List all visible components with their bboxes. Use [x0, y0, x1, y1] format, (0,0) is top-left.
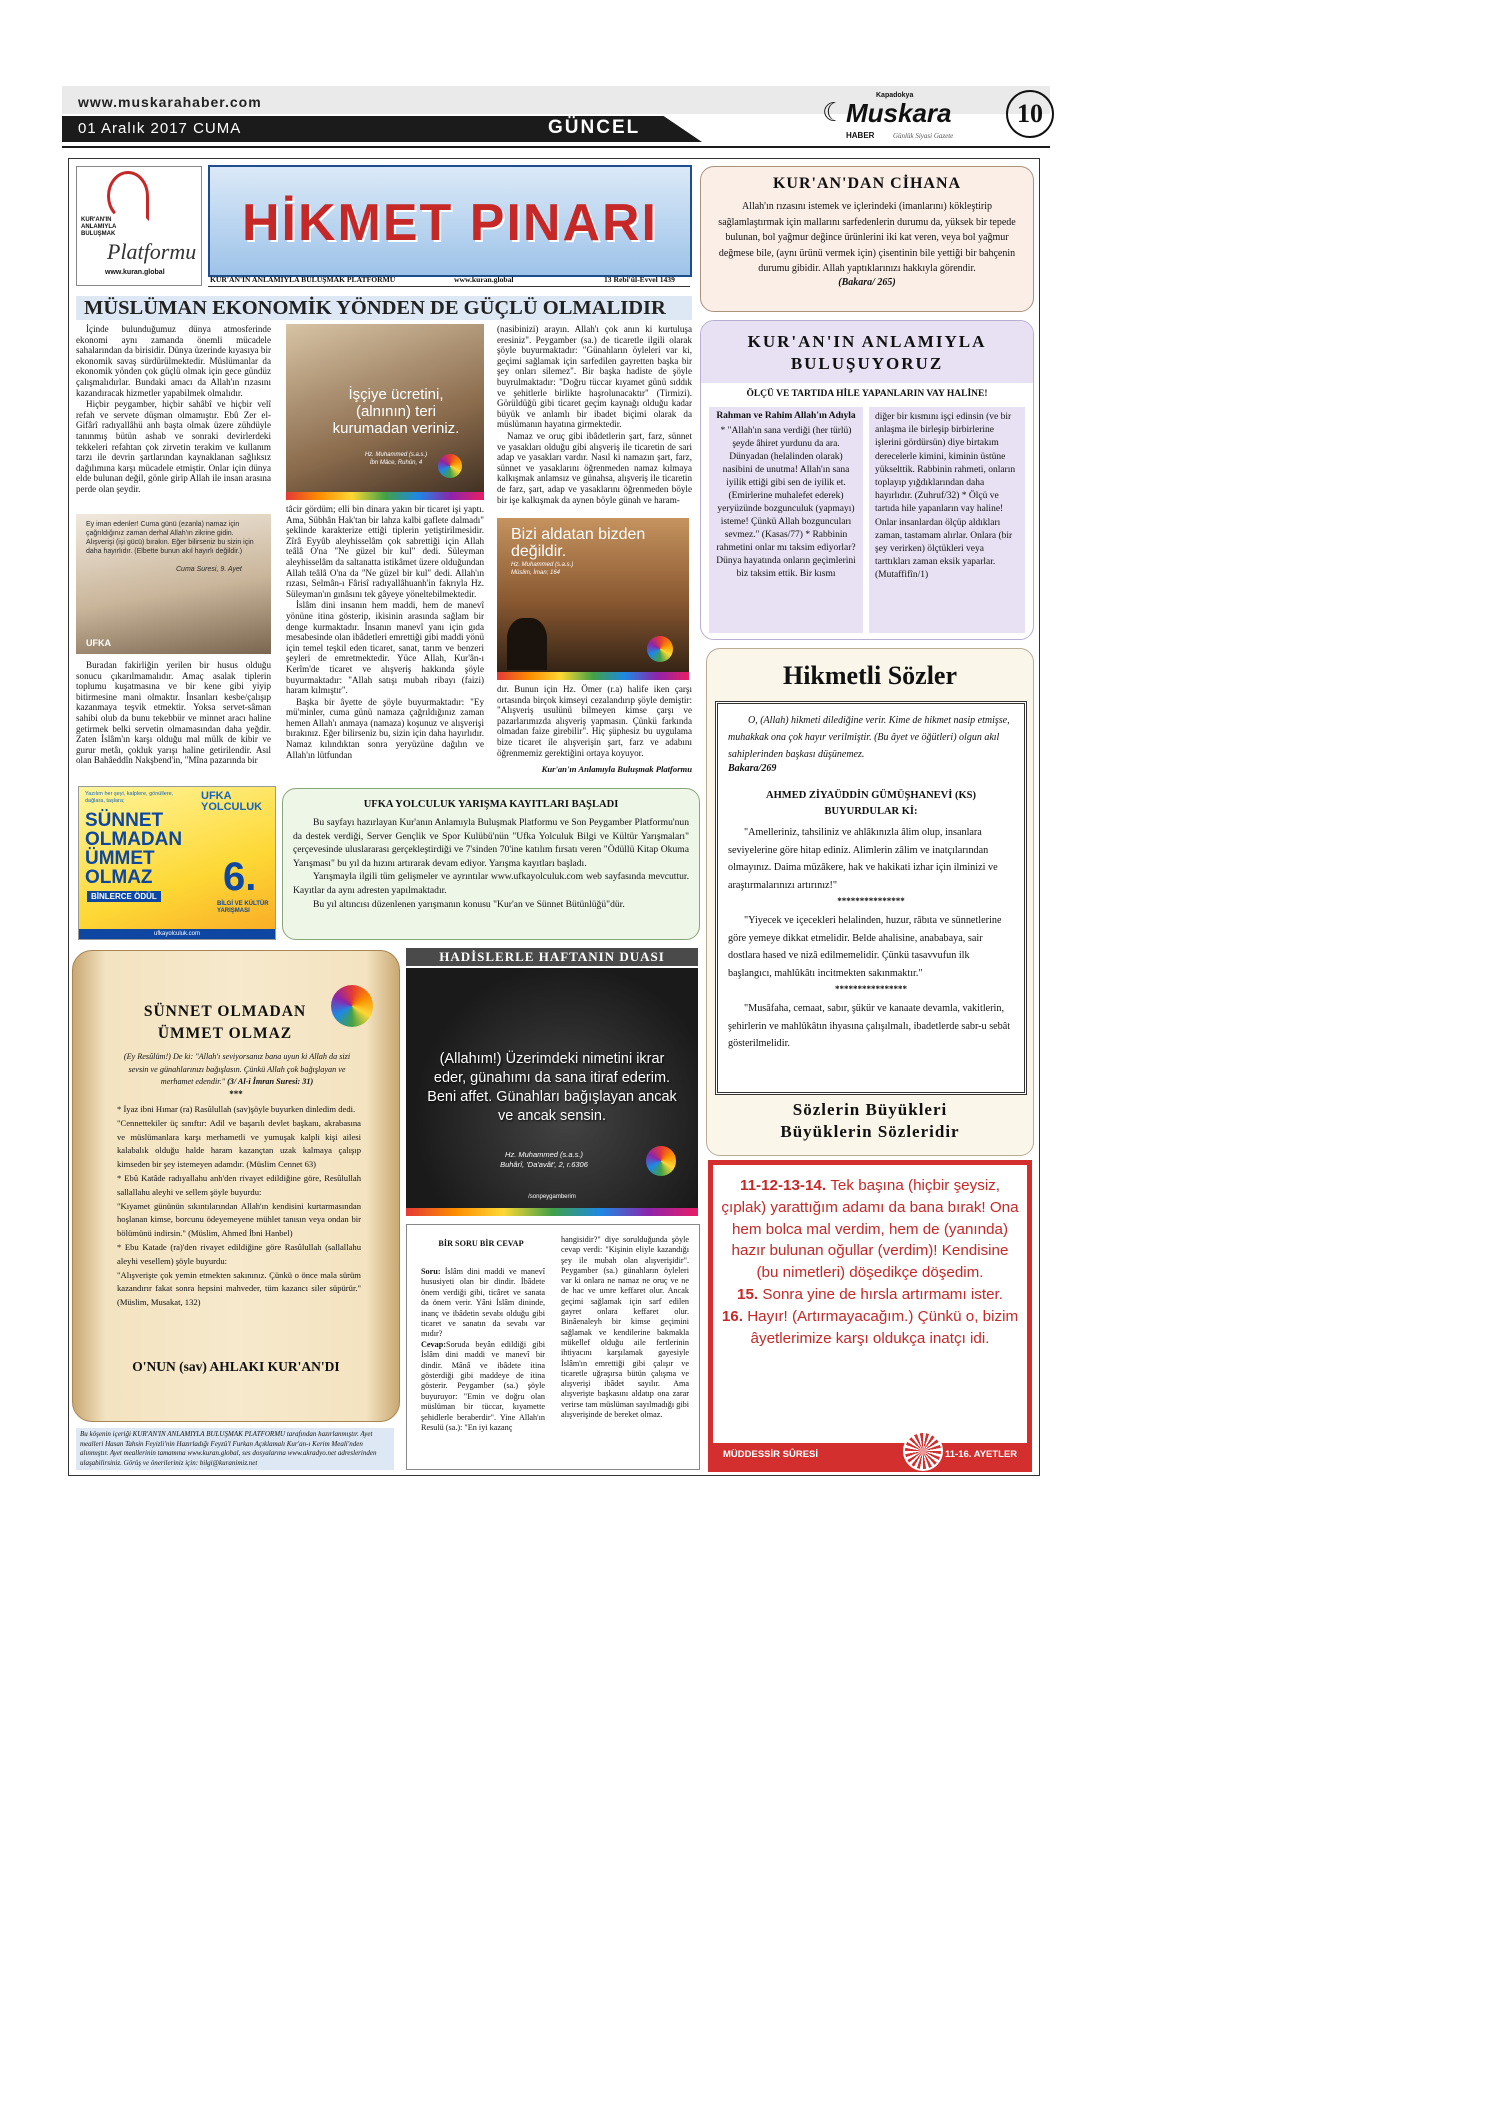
masthead-bar-mid[interactable]: www.kuran.global: [454, 275, 514, 284]
son-badge-icon: [646, 1146, 676, 1176]
hikmetli-author: AHMED ZİYAÜDDİN GÜMÜŞHANEVİ (KS) BUYURDULAR Kİ:: [766, 790, 976, 817]
article-col3-top: [497, 324, 692, 516]
soru-right: hangisidir?" diye sorulduğunda şöyle cevap verdi: "Kişinin eliyle kazandığı şey ile mubah olan alışverişidir". Peygamber (sa.) günahların öyleleri var ki onlara ne namaz ne oruç ve ne de hac ve umre keffaret olur. Ancak geçimi sağlamak için sarf edilen gayret onlara keffaret olur. Binâenaleyh bir kimse geçimini sağlamak ve kendilerine bakmakla mükellef olduğu aile fertlerinin ihtiyacını karşılamak gayesiyle İslâm'ın emrettiği gibi çalışır ve ticaretle uğraşırsa bütün çalışma ve alışverişi ibâdet sayılır. Ama alışverişte başkasını aldatıp ona zarar verirse tam müslüman sayılmadığı gibi alışverişinde de bereket olmaz.: [561, 1235, 689, 1420]
quote-image-3: [497, 518, 689, 680]
quote-image-text: Ey iman edenler! Cuma günü (ezanla) namaz için çağrıldığınız zaman derhal Allah'ın zikrine gidin. Alışverişi (işi gücü) bırakın. Eğer bilirseniz bu sizin için daha hayırlıdır. (Elbette bunun akıl hayırlı değildir.): [86, 521, 254, 555]
hikmetli-p2: "Yiyecek ve içecekleri helalinden, huzur, râbıta ve sünnetlerine göre yemeye dikkat etmelidir. Belde ahalisine, anababaya, sair dostlara hased ve nizâ edilmemelidir. Çünkü tasavvufun ilk başlangıcı, mahlûkâtı incitmekten sakınmaktır.": [728, 915, 1002, 979]
dua-bar: HADİSLERLE HAFTANIN DUASI: [406, 948, 698, 966]
red-ayet-p3: Hayır! (Artırmayacağım.) Çünkü o, bizim âyetlerimize karşı oldukça inatçı idi.: [747, 1307, 1019, 1347]
scroll-bottom: O'NUN (sav) AHLAKI KUR'AN'DI: [132, 1359, 340, 1374]
hikmetli-inner: [715, 701, 1027, 1095]
soru-q: İslâm dini maddi ve manevî hususiyeti olan bir dindir. İbâdete önem verdiği gibi, ticâret ve sanata da önem verir. Yâni İslâm dininde, inanç ve ibâdetin sevabı olduğu gibi ticaret ve sanatın da sevabı var mıdır?: [421, 1267, 545, 1339]
dua-social[interactable]: /sonpeygamberim: [528, 1194, 576, 1200]
quote-image-1: [286, 324, 484, 500]
hikmetli-quote-src: Bakara/269: [728, 763, 777, 774]
ufka-notice-p2: Yarışmayla ilgili tüm gelişmeler ve ayrıntılar www.ufkayolculuk.com web sayfasında mevcuttur. Kayıtlar da aynı adresten yapılmaktadır.: [293, 871, 689, 896]
scroll-title-1: SÜNNET OLMADAN: [143, 1003, 307, 1020]
scroll-p1: * İyaz ibni Hımar (ra) Rasûlullah (sav)şöyle buyurken dinledim dedi.: [117, 1104, 356, 1114]
red-ayet-box: [708, 1160, 1032, 1472]
quote-image-ufka: [76, 514, 271, 654]
color-strip: [497, 672, 689, 680]
bulusuyoruz-title-band: [701, 321, 1033, 383]
credit-note: Bu köşenin içeriği KUR'AN'IN ANLAMIYLA BULUŞMAK PLATFORMU tarafından hazırlanmıştır. Ayet mealleri Hasan Tahsin Feyizli'nin Hazırladığı Feyzü'l Furkan Açıklamalı Kur'an-ı Kerim Meali'nden alınmıştır. Ayet meallerinin tamamına www.kuran.global, ses dosyalarına www.akradyo.net adreslerinden ulaşabilirsiniz. Görüş ve önerileriniz için: bilgi@kuranimiz.net: [76, 1428, 394, 1470]
paragraph: Namaz ve oruç gibi ibâdetlerin şart, farz, sünnet ve yasakları olduğu gibi alışveriş ile ticaretin de sari adap ve yasakları vardır. Nasıl ki namazın şart, farz, sünnet ve yasaklarını öğrenmeden namaz kılmaya kalkışmak anlamsız ve günahsa, alışveriş ile ticaretin de farz, şart, adap ve yasaklarını öğrenmeden böyle bir işe kalkışmak da aynen böyle günah ve haram-: [497, 430, 692, 505]
header-url[interactable]: www.muskarahaber.com: [78, 94, 262, 110]
paragraph: Buradan fakirliğin yerilen bir husus olduğu sonucu çıkarılmamalıdır. Amaç asalak tiplerin toplumu kuşatmasına ve bir kene gibi yiyip bitirmesine mani olmaktır. İnsanları kesbe/çalışıp kazanmaya teşvik etmektir. Yoksa servet-sâman sahibi olub da bunu tekebbür ve minnet aracı haline getirmek belki servetin olmamasından daha yeğdir. Zaten İslâm'ın karşı olduğu mal mülk de kibir ve gurur metâı, çokluk yarışı haline getirilendir. Asıl olan Bahâeddîn Nakşbend'in, "Mîna pazarında bir: [76, 660, 271, 766]
masthead-title: HİKMET PINARI: [242, 194, 658, 252]
rosette-icon: [903, 1431, 943, 1471]
ufka-ad-line2: OLMADAN: [85, 829, 183, 850]
hikmetli-sep: ***************: [837, 896, 905, 906]
hikmetli-quote: O, (Allah) hikmeti dilediğine verir. Kime de hikmet nasip etmişse, muhakkak ona çok hayır verilmiştir. (Bu âyet ve öğütleri) olgun akıl sahiplerinden başkası düşünemez.: [728, 715, 1010, 760]
scroll-p5: * Ebu Katade (ra)'den rivayet edildiğine göre Rasûlullah (sallallahu aleyhi vesellem) şöyle buyurdu:: [117, 1241, 361, 1266]
paragraph: dır. Bunun için Hz. Ömer (r.a) halife iken çarşı ortasında birçok kimseyi cezalandırıp şöyle demiştir: "Alışveriş usulünü bilmeyen kimse çarşı ve pazarlarımızda alışveriş yapmasın. Çünkü farkında olmadan faize girebilir". Hiç şüphesiz bu uygulama bize ticaret ile alışverişin şart, farz ve adabını öğrenmemiz gerektiğini ortaya koyuyor.: [497, 684, 692, 758]
masthead-banner: [208, 165, 692, 277]
moon-icon: ☾: [822, 98, 846, 127]
page-number: 10: [1006, 90, 1054, 138]
headline: MÜSLÜMAN EKONOMİK YÖNDEN DE GÜÇLÜ OLMALIDIR: [76, 296, 692, 320]
question-mark-icon: [107, 171, 149, 221]
red-ayet-footer: [713, 1443, 1027, 1467]
bulusuyoruz-left-text: * "Allah'ın sana verdiği (her türlü) şeyde âhiret yurdunu da ara. Dünyadan (helalinden olarak) nasibini de unutma! Allah'ın sana iyilik ettiği gibi sen de iyilik et. (Emirlerine muhalefet ederek) yeryüzünde bozgunculuk (yapmayı) isteme! Çünkü Allah bozguncuları sevmez." (Kasas/77) * Rabbinin rahmetini onlar mı taksim ediyorlar? Dünya hayatında onların geçimlerini biz taksim ettik. Bir kısmı: [716, 426, 856, 579]
son-badge-icon: [647, 636, 673, 662]
ufka-ad-footer[interactable]: ufkayolculuk.com: [79, 929, 275, 939]
quote-image-1-src: İbn Mâce, Ruhûn, 4: [369, 460, 423, 466]
ufka-ad-tag: Yazılım her şeyi, kalplere, gönüllere, dağlara, taşlara;: [85, 791, 174, 804]
bulusuyoruz-title: KUR'AN'IN ANLAMIYLA BULUŞUYORUZ: [747, 332, 987, 373]
soru-title: BİR SORU BİR CEVAP: [438, 1239, 524, 1248]
quote-image-src: Cuma Suresi, 9. Ayet: [176, 566, 242, 573]
scroll-body: [117, 1103, 361, 1310]
hikmetli-footer-2: Büyüklerin Sözleridir: [780, 1122, 960, 1141]
scroll-title-2: ÜMMET OLMAZ: [157, 1025, 293, 1042]
scroll-p6: "Alışverişte çok yemin etmekten sakınınız. Çünkü o önce mala sürüm kazandırır fakat sonra hepsini mahveder, tüm kazancı siler süpürür." (Müslim, Musakat, 132): [117, 1269, 361, 1308]
hikmetli-footer-1: Sözlerin Büyükleri: [792, 1100, 948, 1119]
ufka-ad[interactable]: [78, 786, 276, 940]
article-col1-bottom: [76, 660, 271, 776]
color-strip: [406, 1208, 698, 1216]
dua-src: Buhârî, 'Da'avât', 2, r.6306: [500, 1160, 588, 1169]
dua-image: [406, 968, 698, 1216]
red-ayet-p1: Tek başına (hiçbir şeysiz, çıplak) yarattığım adamı da bana bırak! Ona hem bolca mal verdim, hem de (yanında) hazır bulunan oğullar (verdim)! Kendisine (bu nimetleri) döşedikçe döşedim.: [721, 1177, 1019, 1282]
son-badge-icon: [438, 454, 462, 478]
paragraph: Başka bir âyette de şöyle buyurmaktadır: "Ey mü'minler, cuma günü namaza çağrıldığınız zaman hemen Allah'ı anmaya (namaza) koşunuz ve alışverişi bırakınız. Eğer bilirseniz bu, sizin için daha hayırlıdır. Namaz kılındıktan sonra yeryüzüne dağılın ve Allah'ın lütfundan: [286, 696, 484, 760]
bulusuyoruz-subtitle: ÖLÇÜ VE TARTIDA HİLE YAPANLARIN VAY HALİNE!: [746, 389, 988, 399]
platform-name: Platformu: [107, 239, 197, 264]
masthead-bar-left: KUR'AN'IN ANLAMIYLA BULUŞMAK PLATFORMU: [210, 275, 396, 284]
article-signature: Kur'an'ın Anlamıyla Buluşmak Platformu: [541, 764, 692, 774]
ufka-ad-brand: UFKA YOLCULUK: [201, 790, 263, 813]
red-ayet-text: [721, 1175, 1019, 1349]
masthead-bar: [208, 274, 690, 287]
platform-url[interactable]: www.kuran.global: [105, 269, 165, 276]
quote-image-1-text: İşçiye ücretini, (alnının) teri kurumadan veriniz.: [332, 386, 460, 437]
bulusuyoruz-right-col: [869, 407, 1025, 633]
person-silhouette: [507, 618, 547, 670]
red-ayet-num3: 16.: [721, 1307, 743, 1325]
scroll-p2: "Cennettekiler üç sınıftır: Adil ve başarılı devlet başkanı, akrabasına ve müslümanlara karşı merhametli ve yumuşak kalpli kişi ailesi kalabalık olduğu halde haram kazançtan uzak kalmaya çalışıp kimseden bir şey istemeyen adamdır. (Müslim Cennet 63): [117, 1117, 361, 1170]
sunnet-scroll: [72, 950, 400, 1422]
kuran-cihana-body: Allah'ın rızasını istemek ve içlerindeki (imanlarını) kökleştirip sağlamlaştırmak için mallarını sarfedenlerin durumu da, yüksek bir tepede bulunan, bol yağmur değince ürünlerini iki kat veren, veya bol yağmur değmese bile, (aynı ürünü vermek için) çisentinin bile yettiği bir bahçenin durumu gibidir. Allah yaptıklarınızı hakkıyla görendir.: [718, 201, 1016, 274]
paragraph: Hiçbir peygamber, hiçbir sahâbî ve hiçbir velî refah ve servete düşman olmamıştır. Ebû Zer el-Gifârî radıyallâhü anh başta olmak üzere zühdüyle tanınmış bütün ashab ve sonraki devirlerdeki tekkeleri refahtan çok zirvetin terakim ve kullanım tarzı ile devrin şartlarından kaynaklanan sağlıksız dağılımına karşı mücadele etmiştir. Onlar için dünya elde bulunan değil, gönle girip Allah ile insan arasına perde olan şeydir.: [76, 399, 271, 494]
hikmetli-footer: [707, 1099, 1033, 1143]
logo-tagline: Günlük Siyasi Gazete: [893, 132, 954, 140]
ufka-ad-num-sub: BİLGİ VE KÜLTÜR YARIŞMASI: [217, 901, 269, 914]
ufka-ad-line4: OLMAZ: [85, 867, 153, 888]
ufka-notice: [282, 788, 700, 940]
paragraph: İslâm dini insanın hem maddi, hem de manevî yönüne itina gösterip, ikisinin arasında sağlam bir denge kurmaktadır. İnsanın manevî yanı için gıda mesabesinde olan ibâdetleri emrettiği gibi maddi yönü için temel teşkil eden ticaret, sanat, tarım ve benzeri şeyleri de emretmektedir. Yüce Allah, Kur'ân-ı Kerîm'de ticaret ve alışveriş hakkında şöyle buyurmaktadır: "Allah satışı mubah ribayı (faizi) haram kılmıştır".: [286, 600, 484, 696]
color-strip: [286, 492, 484, 500]
scroll-stars: ***: [229, 1089, 243, 1099]
soru-left: [421, 1267, 545, 1463]
article-col2: [286, 504, 484, 776]
ufka-notice-p3: Bu yıl altıncısı düzenlenen yarışmanın konusu "Kur'an ve Sünnet Bütünlüğü"dür.: [313, 898, 625, 910]
hikmetli-title: Hikmetli Sözler: [782, 661, 957, 690]
soru-a-label: Cevap:: [421, 1339, 447, 1349]
ufka-ad-line1: SÜNNET: [85, 810, 164, 831]
ufka-ad-line3: ÜMMET: [85, 848, 155, 869]
hikmetli-p1: "Amelleriniz, tahsiliniz ve ahlâkınızla âlim olup, insanlara seviyelerine göre hitap ediniz. Alimlerin zâlim ve inatçılarından olmayınız. Daima müzâkere, hak ve hakikati izhar için ilminizi ve araştırmalarınızı artırınız!": [728, 827, 998, 891]
header-rule: [62, 146, 1050, 148]
red-ayet-footer-right: 11-16. AYETLER: [945, 1449, 1018, 1460]
ufka-notice-title: UFKA YOLCULUK YARIŞMA KAYITLARI BAŞLADI: [363, 799, 619, 810]
soru-q-label: Soru:: [421, 1267, 441, 1276]
scroll-verse-src: (3/ Al-i İmran Suresi: 31): [227, 1077, 314, 1086]
hikmetli-p3: "Musâfaha, cemaat, sabır, şükür ve kanaate devamla, vakitlerin, şehirlerin ve mahlûkâtın ihyasına çalışılmalı, ibadetlerde sabr-u sebât gösterilmelidir.: [728, 1003, 1011, 1049]
soru-a: Soruda beyân edildiği gibi İslâm dini maddi ve manevî bir dindir. Mânâ ve ibâdete itina gösterdiği gibi maddeye de itina gösterir. Peygamber (sa.) şöyle buyuruyor: "Emin ve doğru olan müslüman bir tüccar, kıyamette şehidlerle beraberdir". Yine Allah'ın Resulü (sa.): "En iyi kazanç: [421, 1339, 545, 1433]
quote-image-3-text: Bizi aldatan bizden değildir.: [511, 526, 646, 560]
header-date: 01 Aralık 2017 CUMA: [78, 120, 242, 137]
bulusuyoruz-right-text: diğer bir kısmını işçi edinsin (ve bir anlaşma ile birleşip birbirlerine işlerini gördürsün) diye birtakım derecelerle kimini, kiminin üstüne yükselttik. Rabbinin rahmeti, onların toplayıp yığdıklarından daha hayırlıdır. (Zuhruf/32) * Ölçü ve tartıda hile yapanların vay haline! Onlar insanlardan ölçüp aldıkları zaman, tastamam alırlar. Onlara (bir şey verirken) ölçtükleri veya tarttıkları zaman eksik yaparlar. (Mutaffifîn/1): [875, 412, 1016, 581]
soru-cevap-box: [406, 1224, 700, 1470]
logo-top: Kapadokya: [876, 92, 914, 99]
ufka-notice-p1: Bu sayfayı hazırlayan Kur'anın Anlamıyla Buluşmak Platformu ve Son Peygamber Platformu'nun da destek verdiği, Server Gençlik ve Spor Kulübü'nün "Ufka Yolculuk Bilgi ve Kültür Yarışmaları" çerçevesinde uluslararası gerçekleştirdiği ve 7'sinden 70'ine katılım fırsatı veren "Ödüllü Kitap Okuma Yarışması" bu yıl da hızını artırarak devam ediyor. Yarışma kayıtları başladı.: [293, 817, 689, 869]
ufka-ad-num: 6.: [223, 855, 257, 899]
masthead-bar-right: 13 Rebi'ül-Evvel 1439: [604, 275, 675, 284]
article-col1-top: [76, 324, 271, 510]
hikmetli-sep2: ****************: [835, 984, 907, 994]
red-ayet-footer-left: MÜDDESSİR SÛRESİ: [723, 1449, 819, 1460]
bulusuyoruz-left-col: [709, 407, 863, 633]
header-section: GÜNCEL: [548, 117, 641, 138]
quote-image-3-src: Müslim, İman; 164: [511, 570, 561, 576]
kuran-cihana-box: [700, 166, 1034, 312]
dua-cite: Hz. Muhammed (s.a.s.): [505, 1150, 583, 1159]
dua-text: (Allahım!) Üzerimdeki nimetini ikrar eder, günahımı da sana itiraf ederim. Beni affet. Günahları bağışlayan ancak ve ancak sensin.: [427, 1051, 677, 1124]
kuran-cihana-title: KUR'AN'DAN CİHANA: [772, 175, 962, 192]
scroll-p3: * Ebû Katâde radıyallahu anh'den rivayet edildiğine göre, Resûlullah sallallahu aleyhi ve sellem şöyle buyurdu:: [117, 1172, 361, 1197]
bulusuyoruz-box: [700, 320, 1034, 640]
paragraph: (nasibinizi) arayın. Allah'ı çok anın ki kurtuluşa eresiniz". Peygamber (sa.) de ticaretle ilgili olarak şöyle buyurmaktadır: "Günahların öyleleri var ki, geçimi sağlamak için sarfedilen gayretten başka bir şey onları silemez". Bir başka hadiste de şöyle buyrulmaktadır: "Doğru tüccar kıyamet günü sıddık ve şehitlerle birlikte haşrolunacaktır" (Tirmizi). Görüldüğü gibi ticaret geçim kaynağı olduğu kadar büyük ve anlamlı bir ibadet biçimi olarak da müslümanın hayatına girmektedir.: [497, 324, 692, 430]
platform-logo: [76, 166, 202, 286]
logo: Muskara: [846, 98, 952, 128]
scroll-verse: [115, 1051, 359, 1089]
article-col3-bottom: [497, 684, 692, 764]
kuran-cihana-source: (Bakara/ 265): [838, 276, 896, 288]
hikmetli-box: [706, 648, 1034, 1156]
red-ayet-num1: 11-12-13-14.: [739, 1177, 827, 1194]
quote-image-1-cite: Hz. Muhammed (s.a.s.): [364, 452, 428, 458]
scroll-verse-text: (Ey Resûlüm!) De ki: "Allah'ı seviyorsanız bana uyun ki Allah da sizi sevsin ve günahlarınızı bağışlasın. Çünkü Allah çok bağışlayan ve merhamet edendir.": [123, 1052, 351, 1086]
quote-image-3-cite: Hz. Muhammed (s.a.s.): [511, 562, 574, 568]
scroll-p4: "Kıyamet gününün sıkıntılarından Allah'ın kendisini kurtarmasından hoşlanan kimse, borcunu ödeyemeyene mühlet tanısın veya ondan bir bölümünü indirsin." (Müslim, Ahmed İbni Hanbel): [117, 1200, 361, 1239]
red-ayet-p2: Sonra yine de hırsla artırmamı ister.: [762, 1285, 1003, 1303]
ufka-ad-headline: [85, 811, 182, 887]
bulusuyoruz-left-head: Rahman ve Rahim Allah'ın Adıyla: [716, 411, 856, 421]
platform-small: KUR'AN'IN ANLAMIYLA BULUŞMAK: [81, 217, 117, 237]
paragraph: İçinde bulunduğumuz dünya atmosferinde ekonomi aynı zamanda önemli mücadele sahalarından da birisidir. Dünya üzerinde kıyasıya bir ekonomik savaş sürdürülmektedir. Müslümanlar da ekonomik yönden çok güçlü olmak için gece gündüz çalışmalıdırlar. Bundaki amacı da Allah'ın rızasını kazandıracak hizmetler yapabilmek olmalıdır.: [76, 324, 271, 398]
red-ayet-num2: 15.: [737, 1285, 759, 1303]
logo-haber: HABER: [846, 131, 875, 140]
paragraph: tâcir gördüm; elli bin dinara yakın bir ticaret işi yaptı. Ama, Sübhân Hak'tan bir lahza kalbi gaflete dalmadı" şeklinde karakterize ettiği tiplerin yetiştirilmesidir. Zîrâ Eyyûb aleyhisselâm çok sabrettiği için Allah teâlâ O'na "Ne güzel bir kul" dedi. Süleyman aleyhisselâm da saltanatta istikâmet üzere olduğundan Allah teâlâ O'na da "Ne güzel bir kul" dedi. Allah'ın rızası, Selmân-ı Fârisî radıyallâhuanh'in fakrıyla Hz. Süleyman'ın gınâsını tek gâyeye yöneltebilmektedir.: [286, 504, 484, 599]
quote-image-brand: UFKA: [86, 638, 111, 648]
ufka-ad-prize: BİNLERCE ÖDÜL: [87, 891, 161, 902]
scroll-title: [113, 1001, 337, 1045]
son-badge-icon: [331, 985, 373, 1027]
